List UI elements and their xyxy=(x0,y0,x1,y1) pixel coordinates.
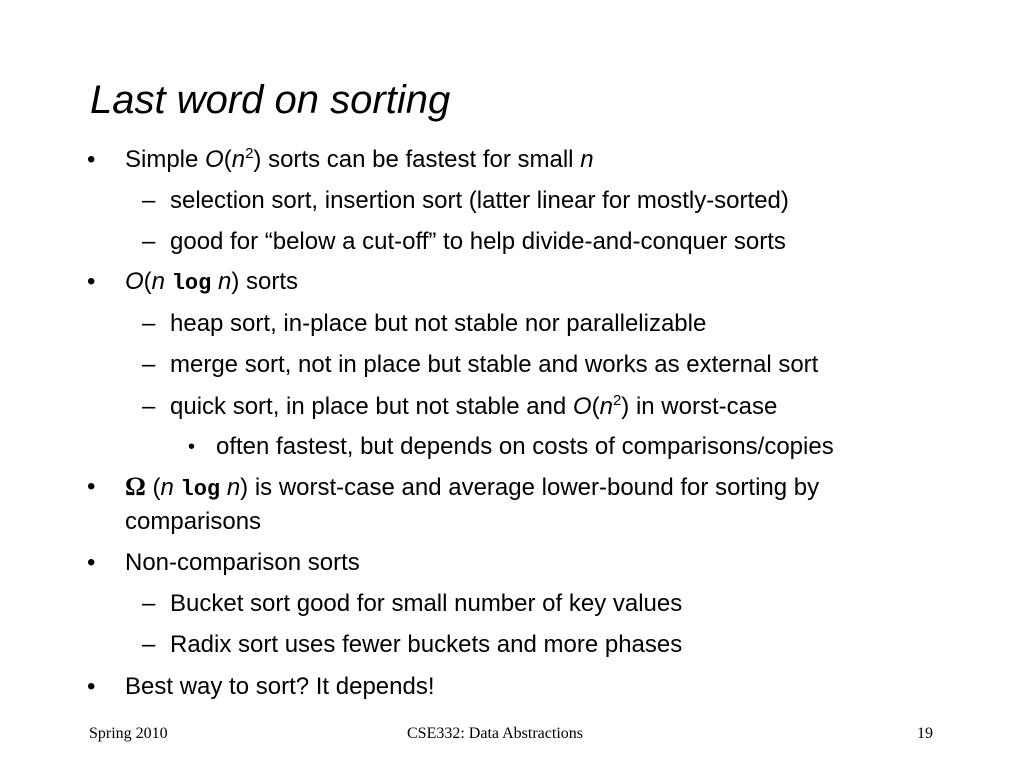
bullet-marker: • xyxy=(87,673,96,700)
bullet-omega-continuation: comparisons xyxy=(125,508,262,535)
dash-marker: – xyxy=(142,631,156,658)
sub-bullet-selection-insertion: – selection sort, insertion sort (latter linear for mostly-sorted) xyxy=(142,187,789,214)
sub-bullet-merge-sort: – merge sort, not in place but stable and works as external sort xyxy=(142,351,819,378)
slide-title: Last word on sorting xyxy=(90,78,451,122)
omega-symbol: Ω xyxy=(125,472,146,501)
dash-marker: – xyxy=(142,351,156,378)
footer-term: Spring 2010 xyxy=(89,725,168,742)
bullet-nlogn-sorts: • O(n log n) sorts xyxy=(87,268,299,296)
sub-bullet-quick-sort: – quick sort, in place but not stable and $O(n^2)$ in worst-case xyxy=(142,392,778,420)
sub-sub-bullet-often-fastest: • often fastest, but depends on costs of comparisons/copies xyxy=(188,433,834,460)
sub-bullet-cutoff: – good for “below a cut-off” to help divide-and-conquer sorts xyxy=(142,228,786,255)
bullet-marker: • xyxy=(87,146,96,173)
bullet-marker: • xyxy=(87,473,96,500)
bullet-marker: • xyxy=(87,549,96,576)
sub-bullet-bucket-sort: – Bucket sort good for small number of key values xyxy=(142,590,683,617)
bullet-omega-lower-bound: • Ω (n log n) is worst-case and average lower-bound for sorting by xyxy=(87,472,820,502)
bullet-best-way: • Best way to sort? It depends! xyxy=(87,673,435,700)
dash-marker: – xyxy=(142,393,156,420)
footer-page-number: 19 xyxy=(917,725,933,742)
sub-bullet-heap-sort: – heap sort, in-place but not stable nor parallelizable xyxy=(142,310,707,337)
bullet-marker: • xyxy=(188,436,196,458)
sub-bullet-radix-sort: – Radix sort uses fewer buckets and more phases xyxy=(142,631,683,658)
dash-marker: – xyxy=(142,187,156,214)
dash-marker: – xyxy=(142,228,156,255)
footer-course: CSE332: Data Abstractions xyxy=(407,725,583,742)
bullet-marker: • xyxy=(87,268,96,295)
bullet-simple-sorts: • Simple $O(n^2)$ sorts can be fastest for small n xyxy=(87,145,594,173)
dash-marker: – xyxy=(142,590,156,617)
bullet-non-comparison: • Non-comparison sorts xyxy=(87,549,360,576)
dash-marker: – xyxy=(142,310,156,337)
